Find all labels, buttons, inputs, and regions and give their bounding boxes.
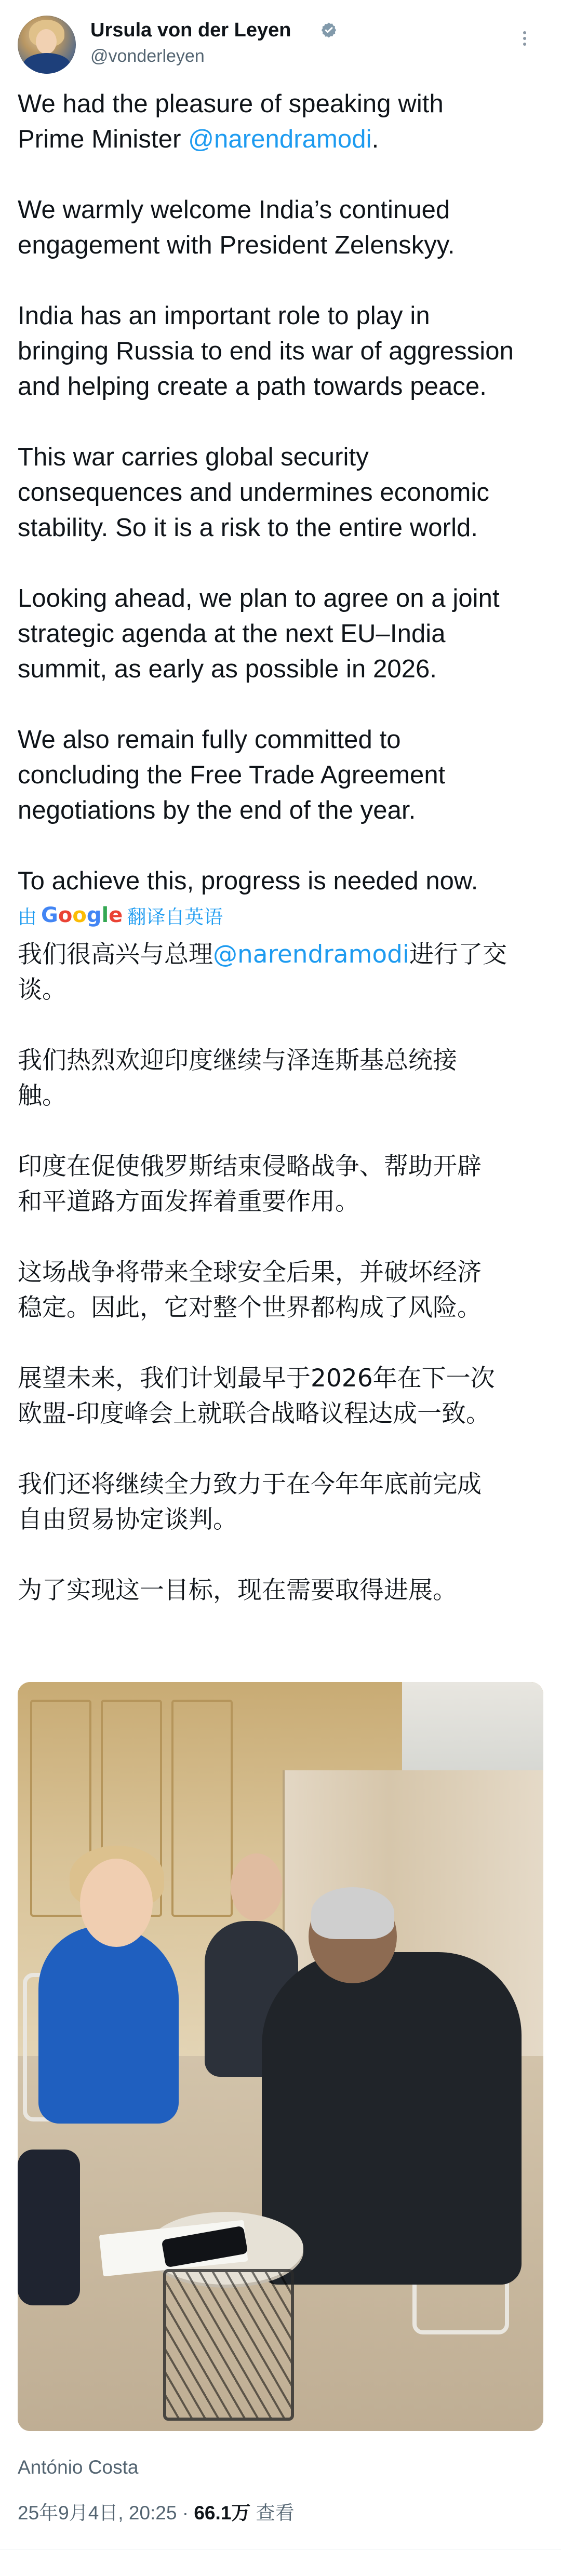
tweet-paragraph bbox=[18, 581, 542, 687]
mention-link[interactable]: @narendramodi bbox=[188, 125, 372, 153]
tweet-paragraph bbox=[18, 863, 542, 899]
translated-paragraph bbox=[18, 1149, 542, 1220]
photo-person-dark-suit bbox=[262, 1952, 522, 2285]
tweet-paragraph bbox=[18, 722, 542, 828]
photo-wall-panel bbox=[171, 1700, 233, 1917]
photo-window bbox=[402, 1682, 543, 1770]
views-label: 查看 bbox=[256, 2502, 295, 2524]
translated-line: 为了实现这一目标，现在需要取得进展。 bbox=[18, 1576, 457, 1605]
google-logo: Google bbox=[41, 903, 123, 927]
translated-paragraph bbox=[18, 1255, 542, 1326]
more-dot bbox=[523, 31, 526, 34]
translated-line: 我们还将继续全力致力于在今年年底前完成 bbox=[18, 1470, 482, 1499]
photo-table-base bbox=[163, 2269, 294, 2421]
tweet-body bbox=[18, 86, 542, 899]
photo-person-face bbox=[80, 1859, 153, 1947]
translated-line: 欧盟-印度峰会上就联合战略议程达成一致。 bbox=[18, 1399, 490, 1428]
translated-paragraph bbox=[18, 1573, 542, 1608]
translated-tweet-body bbox=[18, 937, 542, 1608]
tweet-line: We warmly welcome India’s continued bbox=[18, 196, 450, 224]
tweet-paragraph bbox=[18, 86, 542, 157]
tweet-line: We also remain fully committed to bbox=[18, 726, 401, 754]
translated-line: 和平道路方面发挥着重要作用。 bbox=[18, 1187, 359, 1216]
tweet-paragraph bbox=[18, 439, 542, 545]
avatar-body-shape bbox=[23, 53, 71, 74]
tweet-line: engagement with President Zelenskyy. bbox=[18, 231, 455, 259]
tweet-paragraph bbox=[18, 192, 542, 263]
tweet-text-fragment: . bbox=[371, 125, 379, 153]
translated-line-with-mention bbox=[18, 937, 542, 972]
author-info[interactable] bbox=[90, 18, 454, 70]
translated-line: 触。 bbox=[18, 1082, 66, 1110]
more-dot bbox=[523, 43, 526, 46]
tweet-line: India has an important role to play in bbox=[18, 302, 430, 330]
photo-person-gray-hair bbox=[311, 1887, 394, 1939]
tweet-text-fragment: Prime Minister bbox=[18, 125, 189, 153]
tweet-line: and helping create a path towards peace. bbox=[18, 372, 487, 401]
translation-source-label: 翻译自英语 bbox=[127, 906, 223, 928]
tweet-line: strategic agenda at the next EU–India bbox=[18, 620, 446, 648]
views-count: 66.1万 bbox=[194, 2502, 251, 2524]
mention-link[interactable]: @narendramodi bbox=[213, 940, 409, 969]
tweet-paragraph bbox=[18, 298, 542, 404]
translated-paragraph bbox=[18, 1467, 542, 1538]
tweet-line-with-mention bbox=[18, 122, 542, 157]
tweet-photo[interactable] bbox=[18, 1682, 543, 2431]
tweet-line: negotiations by the end of the year. bbox=[18, 796, 416, 824]
photo-person-blue-blazer bbox=[38, 1926, 179, 2124]
translated-line: 印度在促使俄罗斯结束侵略战争、帮助开辟 bbox=[18, 1152, 482, 1181]
translated-line: 我们热烈欢迎印度继续与泽连斯基总统接 bbox=[18, 1046, 457, 1075]
meta-separator: · bbox=[182, 2502, 194, 2524]
tweet-line: This war carries global security bbox=[18, 443, 369, 471]
avatar-face-shape bbox=[36, 29, 57, 54]
photo-person-standing-head bbox=[231, 1853, 283, 1921]
translated-line: 展望未来，我们计划最早于2026年在下一次 bbox=[18, 1364, 495, 1393]
translated-line: 自由贸易协定谈判。 bbox=[18, 1505, 237, 1534]
translated-line: 谈。 bbox=[18, 976, 66, 1004]
translated-paragraph bbox=[18, 1361, 542, 1432]
translation-attribution[interactable] bbox=[18, 902, 223, 928]
tweet-line: We had the pleasure of speaking with bbox=[18, 90, 444, 118]
verified-badge-icon bbox=[320, 21, 338, 39]
tweet-line: Looking ahead, we plan to agree on a joint bbox=[18, 584, 500, 612]
more-options-icon[interactable] bbox=[514, 28, 535, 49]
tweet-line: summit, as early as possible in 2026. bbox=[18, 655, 437, 683]
tweet-line: concluding the Free Trade Agreement bbox=[18, 761, 446, 789]
author-avatar[interactable] bbox=[18, 16, 76, 74]
translated-paragraph bbox=[18, 1043, 542, 1114]
translated-line: 稳定。因此，它对整个世界都构成了风险。 bbox=[18, 1293, 482, 1322]
more-dot bbox=[523, 37, 526, 40]
tweet-header bbox=[0, 0, 561, 83]
tweet-line: To achieve this, progress is needed now. bbox=[18, 867, 478, 895]
tweet-meta bbox=[18, 2502, 295, 2525]
tweet-line: stability. So it is a risk to the entire world. bbox=[18, 514, 478, 542]
photo-seated-legs bbox=[18, 2150, 80, 2305]
author-handle[interactable]: @vonderleyen bbox=[90, 46, 205, 66]
translated-text-fragment: 进行了交 bbox=[409, 940, 507, 969]
translation-prefix: 由 bbox=[18, 906, 37, 928]
translated-text-fragment: 我们很高兴与总理 bbox=[18, 940, 213, 969]
tweet-timestamp[interactable]: 25年9月4日, 20:25 bbox=[18, 2502, 177, 2524]
tweet-line: bringing Russia to end its war of aggression bbox=[18, 337, 514, 365]
tweet-line: consequences and undermines economic bbox=[18, 478, 489, 506]
translated-paragraph bbox=[18, 937, 542, 1008]
author-display-name[interactable]: Ursula von der Leyen bbox=[90, 19, 291, 41]
translated-line: 这场战争将带来全球安全后果，并破坏经济 bbox=[18, 1258, 482, 1287]
photo-credit[interactable]: António Costa bbox=[18, 2457, 139, 2478]
